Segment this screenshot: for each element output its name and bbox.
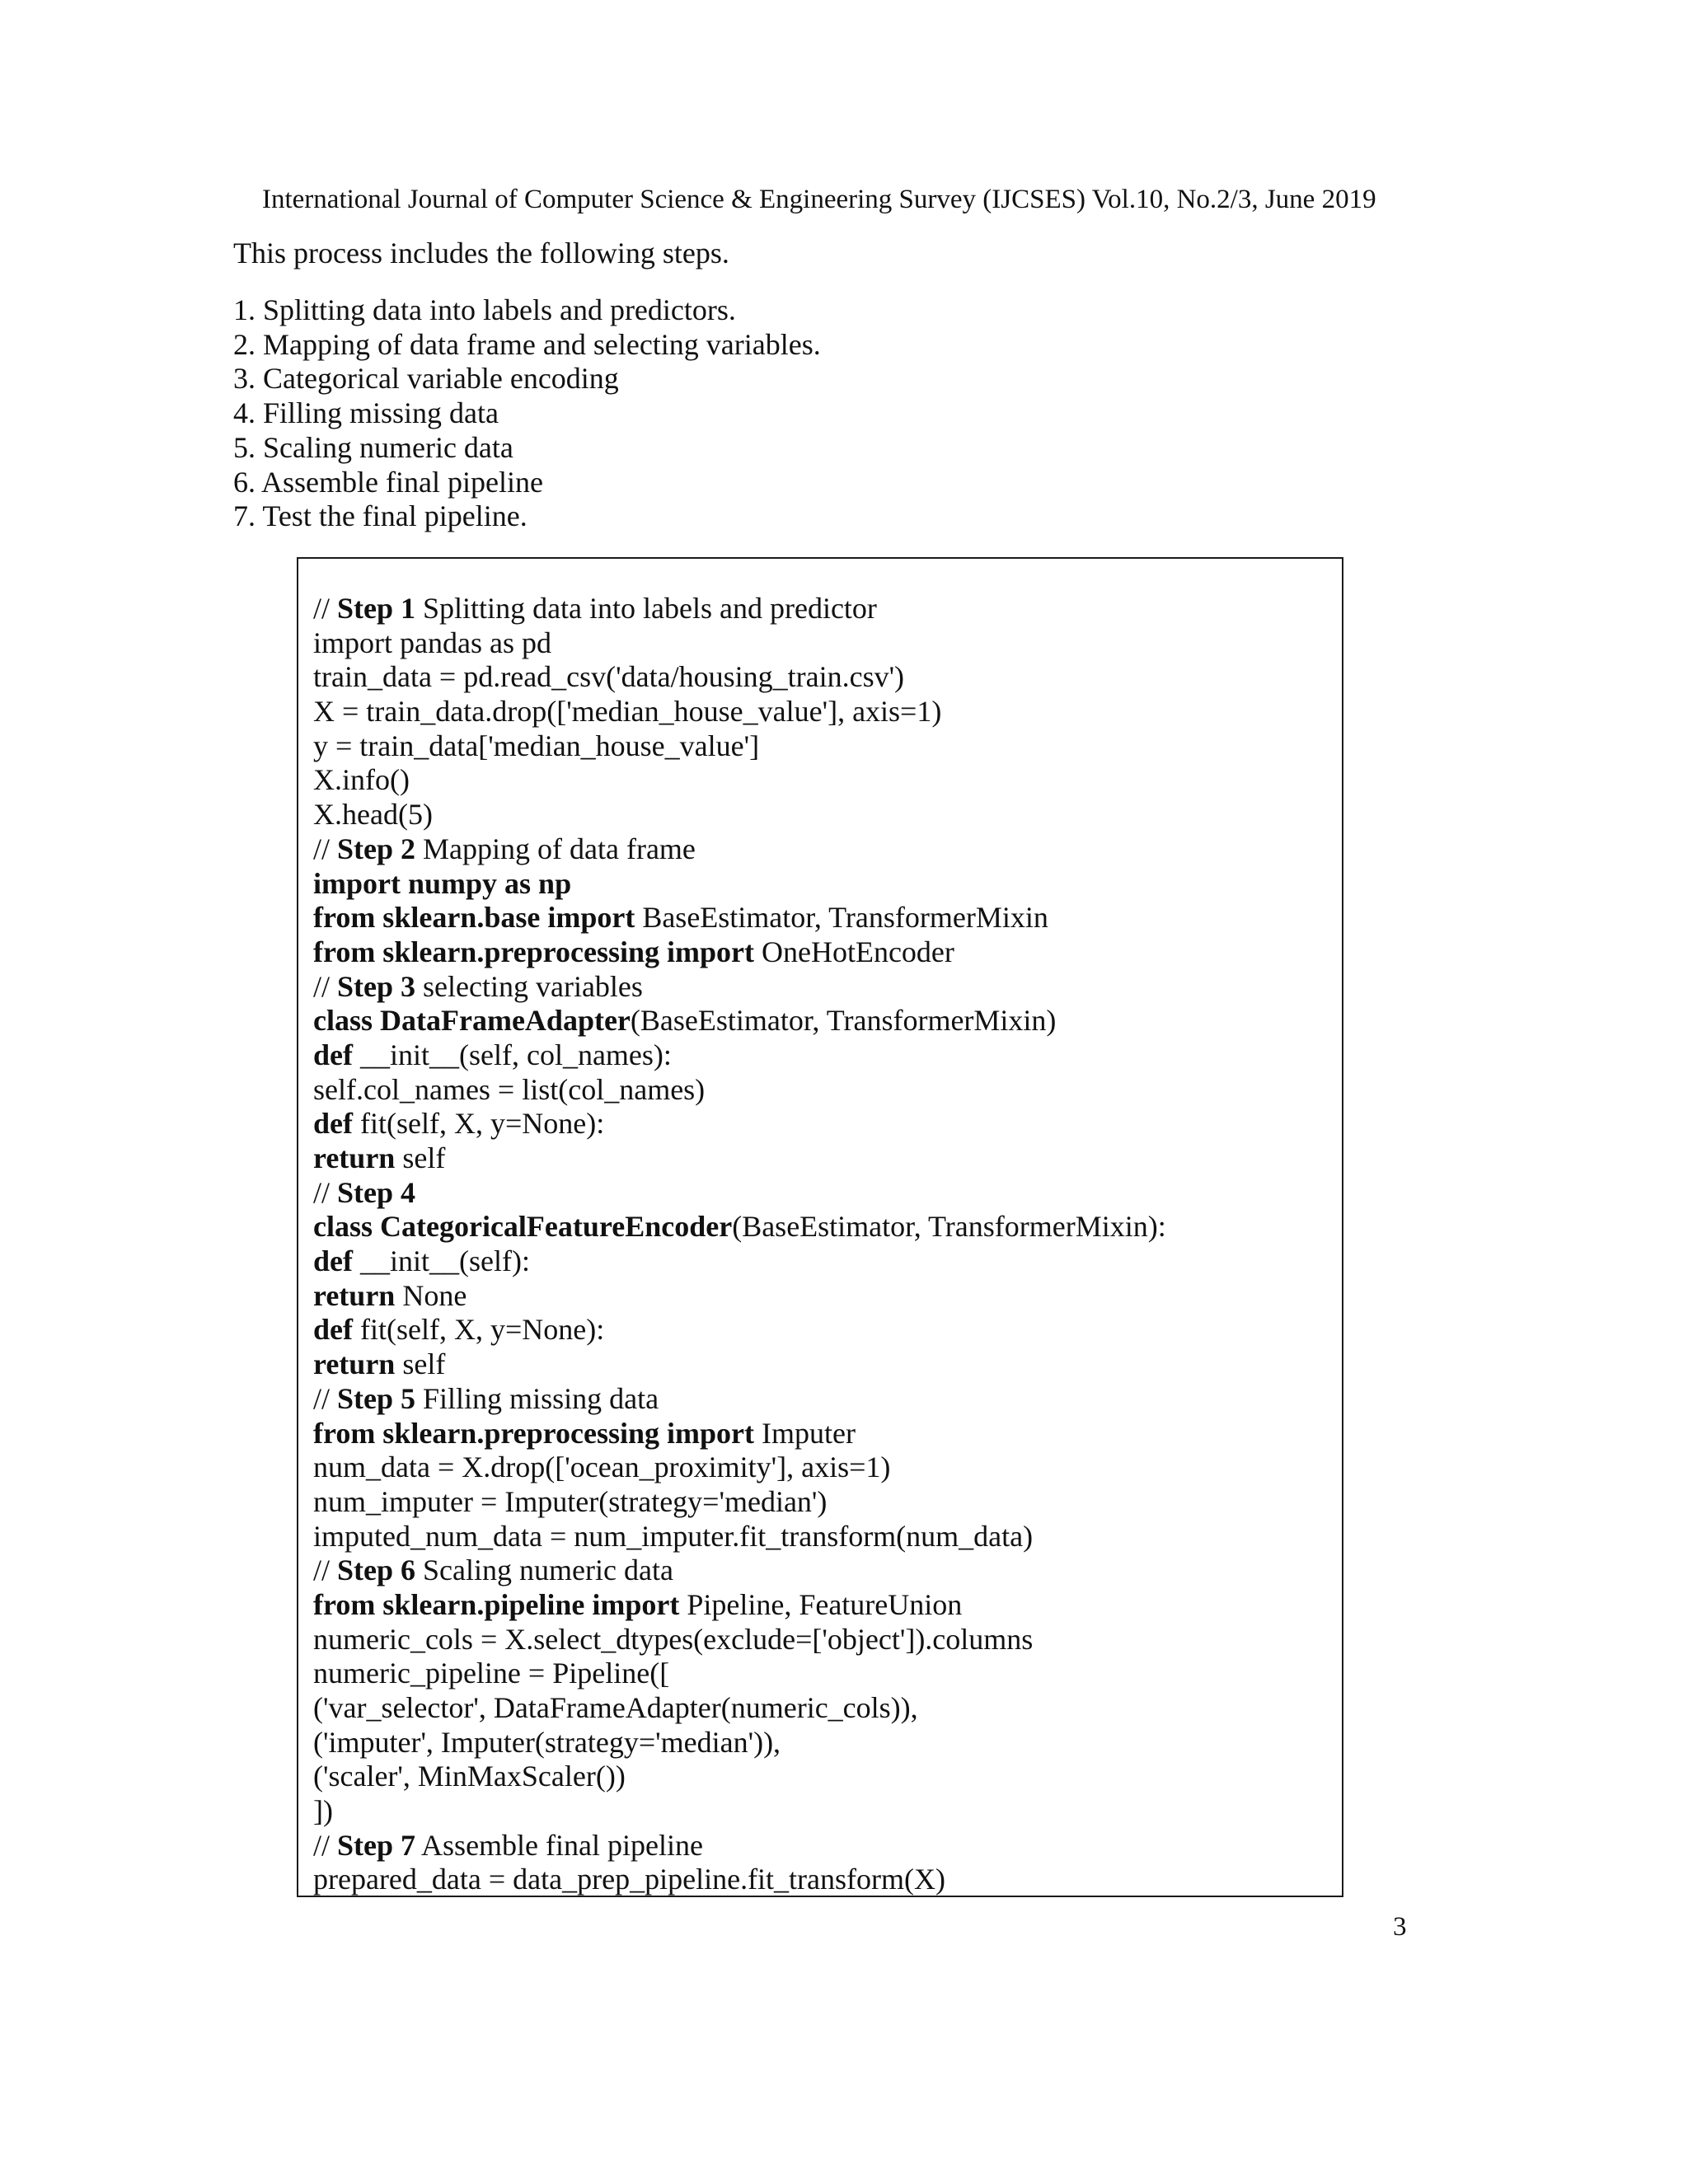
code-text: (BaseEstimator, TransformerMixin):: [732, 1210, 1166, 1244]
code-line: [313, 935, 1166, 970]
code-keyword: class CategoricalFeatureEncoder: [313, 1210, 733, 1244]
code-text: X.info(): [313, 763, 410, 797]
code-line: [313, 1313, 1166, 1347]
code-line: [313, 1279, 1166, 1314]
code-keyword: def: [313, 1313, 353, 1347]
code-line: [313, 832, 1166, 867]
code-text: (BaseEstimator, TransformerMixin): [630, 1004, 1057, 1038]
code-keyword: Step 5: [337, 1381, 416, 1415]
code-line: [313, 1691, 1166, 1726]
code-text: //: [313, 832, 338, 865]
code-keyword: from sklearn.preprocessing import: [313, 935, 754, 968]
code-keyword: class DataFrameAdapter: [313, 1004, 631, 1038]
code-keyword: Step 6: [337, 1554, 416, 1587]
page-number: 3: [1393, 1912, 1407, 1942]
code-line: [313, 1244, 1166, 1279]
code-line: [313, 1004, 1166, 1038]
code-text: Splitting data into labels and predictor: [415, 592, 877, 625]
intro-paragraph: This process includes the following steps.: [233, 237, 729, 269]
code-text: ]): [313, 1794, 333, 1828]
code-text: //: [313, 1381, 338, 1415]
code-listing: [313, 592, 1166, 1897]
code-text: self: [395, 1347, 446, 1381]
code-keyword: def: [313, 1107, 353, 1141]
list-item: 3. Categorical variable encoding: [233, 362, 619, 396]
code-line: [313, 1038, 1166, 1073]
code-line: [313, 1623, 1166, 1657]
code-keyword: Step 1: [337, 592, 416, 625]
code-text: Filling missing data: [415, 1381, 659, 1415]
code-text: num_data = X.drop(['ocean_proximity'], axis=1): [313, 1451, 891, 1484]
code-text: selecting variables: [415, 969, 643, 1003]
code-line: [313, 901, 1166, 935]
code-line: [313, 695, 1166, 729]
list-item: 1. Splitting data into labels and predictors.: [233, 293, 736, 326]
code-text: self.col_names = list(col_names): [313, 1072, 706, 1106]
code-text: None: [395, 1278, 467, 1312]
list-item: 2. Mapping of data frame and selecting variables.: [233, 327, 821, 361]
code-line: [313, 592, 1166, 626]
code-line: [313, 1794, 1166, 1829]
code-keyword: def: [313, 1038, 353, 1071]
code-line: [313, 660, 1166, 695]
list-item: 6. Assemble final pipeline: [233, 465, 543, 499]
code-line: [313, 1520, 1166, 1554]
running-header: International Journal of Computer Science & Engineering Survey (IJCSES) Vol.10, No.2/3, June 2019: [262, 185, 1376, 214]
code-line: [313, 729, 1166, 764]
code-line: [313, 1176, 1166, 1211]
code-text: imputed_num_data = num_imputer.fit_transform(num_data): [313, 1519, 1034, 1553]
code-line: [313, 1726, 1166, 1760]
code-line: [313, 798, 1166, 832]
code-keyword: from sklearn.base import: [313, 901, 635, 935]
code-text: Assemble final pipeline: [415, 1828, 703, 1862]
steps-list: [233, 293, 821, 534]
code-text: //: [313, 1554, 338, 1587]
code-line: [313, 867, 1166, 902]
code-text: self: [395, 1141, 446, 1174]
code-text: prepared_data = data_prep_pipeline.fit_transform(X): [313, 1863, 945, 1896]
code-keyword: Step 4: [337, 1175, 416, 1209]
code-keyword: import numpy as np: [313, 866, 572, 900]
code-listing-box: [297, 557, 1343, 1897]
code-keyword: from sklearn.preprocessing import: [313, 1416, 754, 1450]
list-item: 7. Test the final pipeline.: [233, 499, 528, 533]
code-line: [313, 1382, 1166, 1417]
code-line: [313, 970, 1166, 1005]
code-line: [313, 1863, 1166, 1897]
list-item: 4. Filling missing data: [233, 396, 499, 430]
code-keyword: return: [313, 1347, 396, 1381]
code-text: OneHotEncoder: [753, 935, 954, 968]
code-text: fit(self, X, y=None):: [353, 1313, 605, 1347]
code-text: Scaling numeric data: [415, 1554, 673, 1587]
code-text: //: [313, 969, 338, 1003]
code-line: [313, 626, 1166, 661]
code-keyword: Step 2: [337, 832, 416, 865]
code-line: [313, 1417, 1166, 1451]
code-text: train_data = pd.read_csv('data/housing_train.csv'): [313, 660, 905, 694]
code-text: __init__(self, col_names):: [353, 1038, 672, 1071]
code-line: [313, 763, 1166, 798]
code-line: [313, 1073, 1166, 1108]
code-line: [313, 1829, 1166, 1863]
code-text: X.head(5): [313, 798, 433, 832]
code-line: [313, 1760, 1166, 1794]
code-text: X = train_data.drop(['median_house_value'], axis=1): [313, 695, 942, 729]
code-text: numeric_pipeline = Pipeline([: [313, 1657, 670, 1690]
code-line: [313, 1210, 1166, 1244]
code-keyword: return: [313, 1278, 396, 1312]
code-line: [313, 1107, 1166, 1141]
code-text: Imputer: [753, 1416, 856, 1450]
code-text: num_imputer = Imputer(strategy='median'): [313, 1484, 828, 1518]
code-text: //: [313, 1828, 338, 1862]
code-keyword: from sklearn.pipeline import: [313, 1587, 680, 1621]
code-text: numeric_cols = X.select_dtypes(exclude=['object']).columns: [313, 1622, 1034, 1656]
code-text: ('imputer', Imputer(strategy='median')),: [313, 1725, 781, 1759]
list-item: 5. Scaling numeric data: [233, 430, 513, 464]
code-text: BaseEstimator, TransformerMixin: [635, 901, 1048, 935]
code-text: ('var_selector', DataFrameAdapter(numeric_cols)),: [313, 1691, 918, 1724]
code-text: fit(self, X, y=None):: [353, 1107, 605, 1141]
code-keyword: Step 7: [337, 1828, 416, 1862]
code-line: [313, 1554, 1166, 1588]
code-text: //: [313, 592, 338, 625]
code-keyword: return: [313, 1141, 396, 1174]
code-line: [313, 1657, 1166, 1691]
code-line: [313, 1141, 1166, 1176]
code-line: [313, 1588, 1166, 1623]
code-text: Pipeline, FeatureUnion: [679, 1587, 963, 1621]
code-text: Mapping of data frame: [415, 832, 696, 865]
code-text: //: [313, 1175, 338, 1209]
code-line: [313, 1485, 1166, 1520]
code-keyword: Step 3: [337, 969, 416, 1003]
code-text: import pandas as pd: [313, 626, 551, 659]
code-keyword: def: [313, 1244, 353, 1278]
code-text: __init__(self):: [353, 1244, 530, 1278]
code-line: [313, 1347, 1166, 1382]
code-text: ('scaler', MinMaxScaler()): [313, 1760, 626, 1793]
code-line: [313, 1451, 1166, 1485]
code-text: y = train_data['median_house_value']: [313, 729, 760, 762]
